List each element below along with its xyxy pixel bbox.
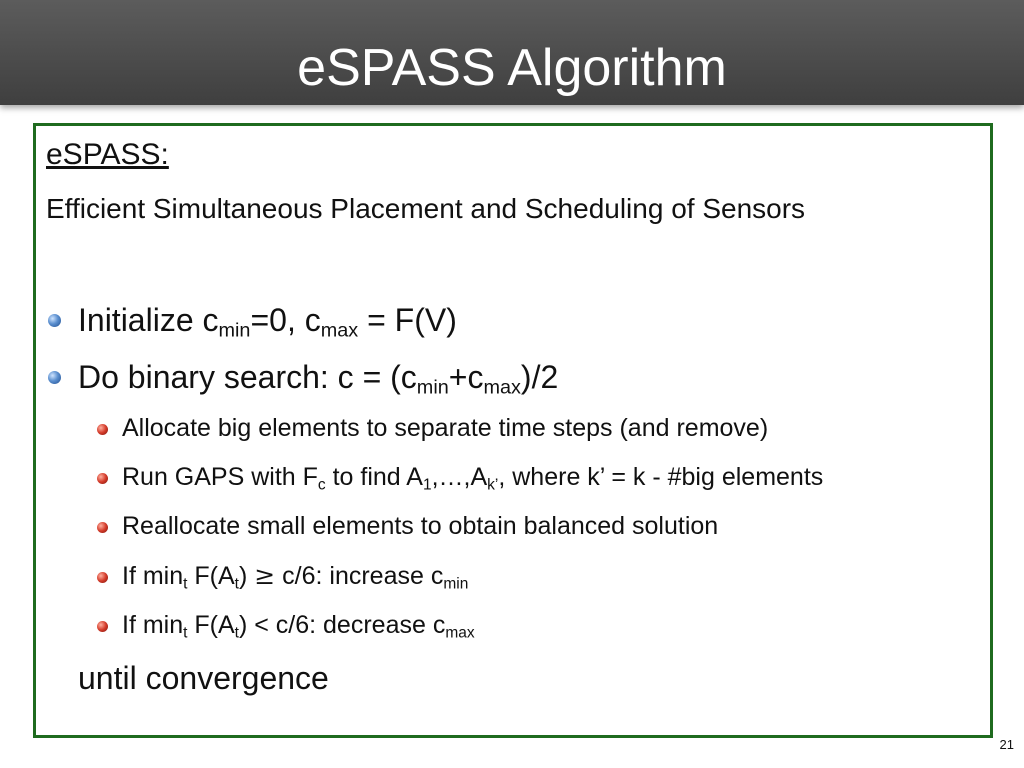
sub-bullet-allocate [122, 412, 768, 444]
subscript: 1 [422, 476, 432, 494]
subscript: max [320, 319, 359, 342]
slide-title: eSPASS Algorithm [297, 39, 727, 97]
sub-bullet-text: Run GAPS with F [122, 463, 318, 491]
sub-bullet-increase [122, 560, 468, 600]
sub-bullet-text: F(A [187, 562, 235, 590]
sub-bullet-text: ,…,A [431, 463, 488, 491]
subscript: max [445, 624, 475, 642]
subscript: min [416, 376, 449, 399]
sub-bullet-dot-icon [97, 572, 108, 583]
bullet-dot-icon [48, 371, 61, 384]
sub-bullet-text: F(A [187, 611, 235, 639]
sub-bullet-text: ) < c/6: decrease c [238, 611, 446, 639]
sub-bullet-dot-icon [97, 621, 108, 632]
sub-bullet-text: Reallocate small elements to obtain balanced solution [122, 512, 719, 540]
bullet-dot-icon [48, 314, 61, 327]
sub-bullet-text: If min [122, 562, 184, 590]
subscript: t [183, 624, 188, 642]
subscript: min [218, 319, 251, 342]
sub-bullet-reallocate [122, 510, 718, 542]
bullet-text: Initialize c [78, 302, 219, 338]
subscript: k’ [487, 476, 499, 494]
greater-equal-symbol: ≥ [254, 561, 276, 590]
sub-bullet-dot-icon [97, 424, 108, 435]
sub-bullet-run-gaps [122, 461, 823, 501]
bullet-text: = F(V) [358, 302, 457, 338]
until-convergence-line: until convergence [78, 660, 329, 696]
sub-bullet-text: c/6: increase c [275, 562, 444, 590]
sub-bullet-dot-icon [97, 522, 108, 533]
subscript: max [483, 376, 521, 399]
bullet-binary-search [78, 357, 558, 408]
subscript: t [234, 575, 239, 593]
sub-bullet-text: If min [122, 611, 184, 639]
page-number: 21 [999, 737, 1014, 752]
bullet-text: Do binary search: c = (c [78, 359, 417, 395]
section-subheading: Efficient Simultaneous Placement and Scheduling of Sensors [46, 193, 806, 224]
subscript: t [234, 624, 239, 642]
subscript: t [183, 575, 188, 593]
bullet-text: =0, c [250, 302, 321, 338]
sub-bullet-decrease [122, 609, 475, 649]
sub-bullet-text: ) [238, 562, 255, 590]
sub-bullet-dot-icon [97, 473, 108, 484]
bullet-text: +c [448, 359, 484, 395]
sub-bullet-text: Allocate big elements to separate time steps (and remove) [122, 414, 769, 442]
subscript: c [317, 476, 326, 494]
sub-bullet-text: , where k’ = k - #big elements [498, 463, 824, 491]
section-heading: eSPASS: [46, 138, 169, 171]
sub-bullet-text: to find A [325, 463, 423, 491]
bullet-initialize [78, 300, 457, 351]
bullet-text: )/2 [520, 359, 559, 395]
subscript: min [443, 575, 469, 593]
